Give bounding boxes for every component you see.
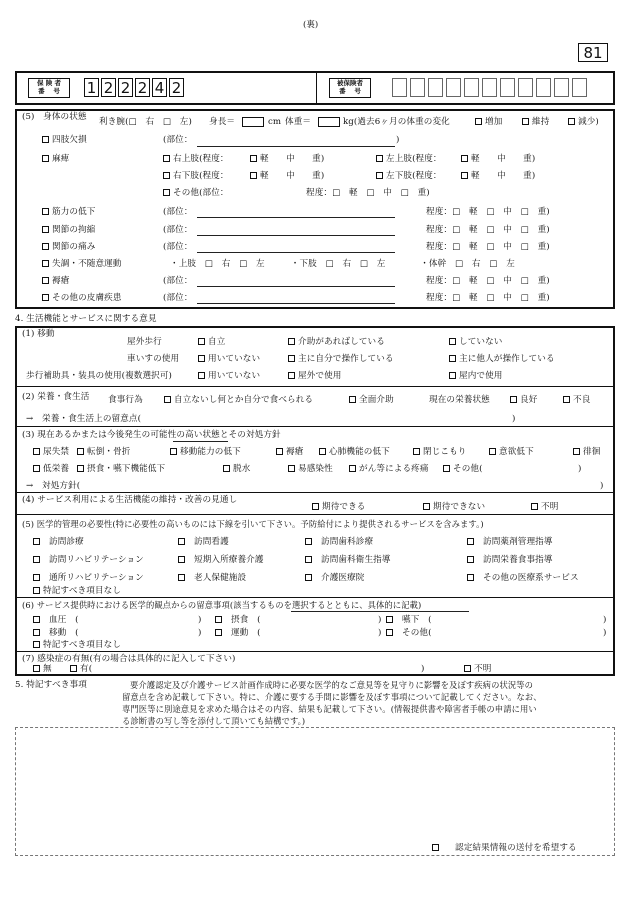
- checkbox-icon[interactable]: [33, 629, 40, 636]
- insured-digit-box[interactable]: [446, 78, 461, 97]
- checkbox-icon[interactable]: [467, 538, 474, 545]
- insured-digit-box[interactable]: [482, 78, 497, 97]
- divider: [15, 514, 615, 515]
- medical-service-option[interactable]: 老人保健施設: [178, 574, 246, 583]
- infection-unknown[interactable]: 不明: [464, 665, 491, 674]
- insured-digit-box[interactable]: [518, 78, 533, 97]
- checkbox-icon[interactable]: [178, 574, 185, 581]
- checkbox-icon[interactable]: [449, 338, 456, 345]
- checkbox-icon[interactable]: [42, 208, 49, 215]
- risk-option[interactable]: がん等による疼痛: [349, 465, 429, 474]
- special-notes-title: 5. 特記すべき事項: [15, 680, 87, 690]
- muscle-weakness-underline[interactable]: [197, 217, 395, 218]
- checkbox-icon[interactable]: [33, 574, 40, 581]
- checkbox-icon[interactable]: [510, 396, 517, 403]
- checkbox-icon[interactable]: [432, 844, 439, 851]
- risk-option[interactable]: 摂食・嚥下機能低下: [77, 465, 165, 474]
- medical-service-option[interactable]: 訪問栄養食事指導: [467, 556, 553, 565]
- checkbox-icon[interactable]: [467, 574, 474, 581]
- eating-opt1[interactable]: 自立ないし何とか自分で食べられる: [164, 396, 313, 405]
- checkbox-icon[interactable]: [33, 665, 40, 672]
- medical-service-option[interactable]: 訪問歯科衛生指導: [305, 556, 391, 565]
- risk-title-underline: [173, 441, 228, 442]
- nutrition-poor[interactable]: 不良: [563, 396, 590, 405]
- infection-none[interactable]: 無: [33, 665, 52, 674]
- risk-option[interactable]: 転倒・骨折: [77, 448, 130, 457]
- limb-loss-close: ): [396, 135, 400, 145]
- special-notes-text-3: 専門医等に別途意見を求めた場合はその内容、結果も記載して下さい。(情報提供書や障害者手帳の申請に用い: [122, 704, 537, 714]
- ataxia-options[interactable]: ・上肢 □ 右 □ 左 ・下肢 □ 右 □ 左 ・体幹 □ 右 □ 左: [170, 259, 515, 269]
- walking-aid-opt3[interactable]: 屋内で使用: [449, 372, 502, 381]
- nutrition-title: (2) 栄養・食生活: [22, 392, 90, 402]
- paralysis-right-upper-sev[interactable]: 軽 中 重): [250, 155, 324, 164]
- pressure-ulcer-row[interactable]: 褥瘡: [42, 277, 69, 286]
- checkbox-icon[interactable]: [33, 465, 40, 472]
- nutrition-status-label: 現在の栄養状態: [429, 395, 490, 405]
- joint-contracture-site: (部位：: [163, 225, 193, 235]
- limb-loss-site: (部位：: [163, 135, 193, 145]
- pressure-ulcer-underline[interactable]: [197, 286, 395, 287]
- checkbox-icon[interactable]: [42, 260, 49, 267]
- joint-pain-sev[interactable]: 程度：□ 軽 □ 中 □ 重): [426, 242, 550, 252]
- checkbox-icon[interactable]: [276, 448, 283, 455]
- nutrition-note-close: ): [512, 414, 516, 424]
- checkbox-icon[interactable]: [423, 503, 430, 510]
- muscle-weakness-sev[interactable]: 程度：□ 軽 □ 中 □ 重): [426, 207, 550, 217]
- risk-option[interactable]: 低栄養: [33, 465, 69, 474]
- special-notes-text-1: 要介護認定及び介護サービス計画作成時に必要な医学的なご意見等を見守りに影響を及ぼす疾病の状況等の: [130, 680, 534, 690]
- pressure-ulcer-sev[interactable]: 程度：□ 軽 □ 中 □ 重): [426, 276, 550, 286]
- insured-number-label: 被保険者 番 号: [329, 78, 371, 98]
- paren-close: ): [603, 628, 607, 638]
- service-caution-option[interactable]: 運動 (: [215, 629, 261, 638]
- medical-special-none[interactable]: 特記すべき項目なし: [33, 587, 121, 596]
- insured-digit-box[interactable]: [464, 78, 479, 97]
- insurer-digit[interactable]: 2: [118, 78, 133, 97]
- insured-digit-box[interactable]: [536, 78, 551, 97]
- risk-note[interactable]: → 対処方針(: [26, 481, 81, 491]
- risk-option[interactable]: 徘徊: [573, 448, 600, 457]
- outlook-opt2[interactable]: 期待できない: [423, 503, 485, 512]
- eating-opt2[interactable]: 全面介助: [349, 396, 394, 405]
- checkbox-icon[interactable]: [77, 448, 84, 455]
- divider: [15, 492, 615, 493]
- nutrition-note[interactable]: → 栄養・食生活上の留意点(: [26, 414, 142, 424]
- checkbox-icon[interactable]: [349, 465, 356, 472]
- walking-aid-opt2[interactable]: 屋外で使用: [288, 372, 341, 381]
- section4-title: 4. 生活機能とサービスに関する意見: [15, 314, 157, 324]
- checkbox-icon[interactable]: [531, 503, 538, 510]
- paralysis-left-lower-sev[interactable]: 軽 中 重): [461, 172, 535, 181]
- divider: [15, 651, 615, 652]
- risk-option[interactable]: 脱水: [223, 465, 250, 474]
- checkbox-icon[interactable]: [178, 556, 185, 563]
- medical-service-option[interactable]: 訪問薬剤管理指導: [467, 538, 553, 547]
- infection-yes-close: ): [421, 664, 425, 674]
- checkbox-icon[interactable]: [573, 448, 580, 455]
- checkbox-icon[interactable]: [305, 556, 312, 563]
- checkbox-icon[interactable]: [376, 155, 383, 162]
- checkbox-icon[interactable]: [386, 616, 393, 623]
- checkbox-icon[interactable]: [33, 616, 40, 623]
- checkbox-icon[interactable]: [288, 338, 295, 345]
- paren-close: ): [198, 628, 202, 638]
- checkbox-icon[interactable]: [42, 155, 49, 162]
- checkbox-icon[interactable]: [198, 355, 205, 362]
- service-caution-option[interactable]: 血圧 (: [33, 616, 79, 625]
- infection-title: (7) 感染症の有無(有の場合は具体的に記入して下さい): [22, 654, 236, 664]
- checkbox-icon[interactable]: [449, 355, 456, 362]
- medical-service-option[interactable]: 訪問リハビリテーション: [33, 556, 144, 565]
- divider: [15, 386, 615, 387]
- wheelchair-opt2[interactable]: 主に自分で操作している: [288, 355, 394, 364]
- service-caution-option[interactable]: 移動 (: [33, 629, 79, 638]
- wheelchair-opt3[interactable]: 主に他人が操作している: [449, 355, 555, 364]
- medical-service-option[interactable]: 訪問看護: [178, 538, 229, 547]
- other-skin-sev[interactable]: 程度：□ 軽 □ 中 □ 重): [426, 293, 550, 303]
- risk-other-close: ): [578, 464, 582, 474]
- insurer-digit[interactable]: 2: [169, 78, 184, 97]
- special-notes-text-4: る診断書の写し等を添付して頂いても結構です。): [122, 716, 306, 726]
- medical-service-option[interactable]: 通所リハビリテーション: [33, 574, 144, 583]
- header-divider: [316, 71, 317, 105]
- height-label: 身長＝: [209, 117, 236, 127]
- muscle-weakness-row[interactable]: 筋力の低下: [42, 208, 95, 217]
- risk-option[interactable]: 易感染性: [288, 465, 333, 474]
- medical-service-option[interactable]: 訪問歯科診療: [305, 538, 373, 547]
- checkbox-icon[interactable]: [475, 118, 482, 125]
- pressure-ulcer-site: (部位：: [163, 276, 193, 286]
- checkbox-icon[interactable]: [319, 448, 326, 455]
- insurer-digit[interactable]: 2: [135, 78, 150, 97]
- risk-option[interactable]: 意欲低下: [489, 448, 534, 457]
- checkbox-icon[interactable]: [42, 294, 49, 301]
- checkbox-icon[interactable]: [449, 372, 456, 379]
- insured-digit-box[interactable]: [428, 78, 443, 97]
- checkbox-icon[interactable]: [489, 448, 496, 455]
- service-caution-option[interactable]: 摂食 (: [215, 616, 261, 625]
- checkbox-icon[interactable]: [198, 372, 205, 379]
- insured-digit-box[interactable]: [554, 78, 569, 97]
- checkbox-icon[interactable]: [288, 355, 295, 362]
- paren-close: ): [198, 615, 202, 625]
- checkbox-icon[interactable]: [349, 396, 356, 403]
- other-skin-site: (部位：: [163, 293, 193, 303]
- checkbox-icon[interactable]: [288, 372, 295, 379]
- checkbox-icon[interactable]: [386, 629, 393, 636]
- checkbox-icon[interactable]: [163, 189, 170, 196]
- dominant-arm[interactable]: 利き腕(□ 右 □ 左): [99, 117, 192, 127]
- paralysis-left-lower[interactable]: 左下肢(程度：: [376, 172, 442, 181]
- walking-aid-opt1[interactable]: 用いていない: [198, 372, 260, 381]
- outlook-opt3[interactable]: 不明: [531, 503, 558, 512]
- service-caution-special[interactable]: 特記すべき項目なし: [33, 641, 121, 650]
- outlook-title: (4) サービス利用による生活機能の維持・改善の見通し: [22, 495, 238, 505]
- weight-change-increase[interactable]: 増加: [475, 118, 502, 127]
- insured-digit-box[interactable]: [410, 78, 425, 97]
- paralysis-other-sev[interactable]: 程度：□ 軽 □ 中 □ 重): [306, 188, 430, 198]
- risk-option[interactable]: 閉じこもり: [413, 448, 466, 457]
- muscle-weakness-site: (部位：: [163, 207, 193, 217]
- joint-contracture-row[interactable]: 関節の拘縮: [42, 226, 95, 235]
- outdoor-walk-opt2[interactable]: 介助があればしている: [288, 338, 385, 347]
- checkbox-icon[interactable]: [33, 556, 40, 563]
- paralysis-left-upper[interactable]: 左上肢(程度：: [376, 155, 442, 164]
- weight-label: 体重＝: [285, 117, 312, 127]
- paralysis-row[interactable]: 麻痺: [42, 155, 69, 164]
- checkbox-icon[interactable]: [77, 465, 84, 472]
- outlook-opt1[interactable]: 期待できる: [312, 503, 365, 512]
- service-caution-underline: [291, 611, 469, 612]
- checkbox-icon[interactable]: [33, 448, 40, 455]
- weight-input-box[interactable]: [318, 117, 340, 127]
- joint-pain-site: (部位：: [163, 242, 193, 252]
- service-caution-title: (6) サービス提供時における医学的観点からの留意事項(該当するものを選択するとともに、具体的に記載): [22, 600, 422, 610]
- checkbox-icon[interactable]: [33, 641, 40, 648]
- divider: [15, 597, 615, 598]
- checkbox-icon[interactable]: [42, 243, 49, 250]
- other-skin-underline[interactable]: [197, 303, 395, 304]
- special-notes-text-2: 留意点を含め記載して下さい。特に、介護に要する手間に影響を及ぼす事項について記載してください。なお、: [122, 692, 542, 702]
- insurer-digit[interactable]: 4: [152, 78, 167, 97]
- service-caution-option[interactable]: その他(: [386, 629, 432, 638]
- checkbox-icon[interactable]: [413, 448, 420, 455]
- risk-option[interactable]: 心肺機能の低下: [319, 448, 390, 457]
- joint-contracture-underline[interactable]: [197, 235, 395, 236]
- checkbox-icon[interactable]: [33, 587, 40, 594]
- checkbox-icon[interactable]: [461, 172, 468, 179]
- checkbox-icon[interactable]: [305, 538, 312, 545]
- checkbox-icon[interactable]: [467, 556, 474, 563]
- checkbox-icon[interactable]: [223, 465, 230, 472]
- nutrition-good[interactable]: 良好: [510, 396, 537, 405]
- divider: [15, 426, 615, 427]
- insured-digit-box[interactable]: [572, 78, 587, 97]
- checkbox-icon[interactable]: [376, 172, 383, 179]
- eating-label: 食事行為: [108, 395, 143, 405]
- weight-change-decrease[interactable]: 減少): [568, 118, 599, 127]
- paren-close: ): [378, 615, 382, 625]
- checkbox-icon[interactable]: [178, 538, 185, 545]
- page-side-label: (裏): [303, 20, 319, 30]
- insurer-digit[interactable]: 2: [101, 78, 116, 97]
- paralysis-other[interactable]: その他(部位：: [163, 189, 229, 198]
- paralysis-right-upper[interactable]: 右上肢(程度：: [163, 155, 229, 164]
- checkbox-icon[interactable]: [70, 665, 77, 672]
- risk-option[interactable]: 移動能力の低下: [170, 448, 241, 457]
- risk-note-close: ): [600, 481, 604, 491]
- insured-digit-box[interactable]: [392, 78, 407, 97]
- checkbox-icon[interactable]: [522, 118, 529, 125]
- paralysis-right-lower[interactable]: 右下肢(程度：: [163, 172, 229, 181]
- checkbox-icon[interactable]: [443, 465, 450, 472]
- insurer-number-label: 保 険 者 番 号: [28, 78, 70, 98]
- height-unit: cm: [268, 117, 282, 127]
- limb-loss-underline[interactable]: [197, 146, 395, 147]
- joint-pain-underline[interactable]: [197, 252, 395, 253]
- walking-aid-label: 歩行補助具・装具の使用(複数選択可): [26, 371, 173, 381]
- medical-service-option[interactable]: その他の医療系サービス: [467, 574, 579, 583]
- checkbox-icon[interactable]: [461, 155, 468, 162]
- checkbox-icon[interactable]: [170, 448, 177, 455]
- limb-loss-row[interactable]: 四肢欠損: [42, 136, 87, 145]
- medical-management-title: (5) 医学的管理の必要性(特に必要性の高いものには下線を引いて下さい。予防給付により提供されるサービスを含みます。): [22, 519, 484, 529]
- checkbox-icon[interactable]: [42, 136, 49, 143]
- insured-digit-box[interactable]: [500, 78, 515, 97]
- paralysis-right-lower-sev[interactable]: 軽 中 重): [250, 172, 324, 181]
- risk-option[interactable]: 褥瘡: [276, 448, 303, 457]
- outdoor-walk-opt1[interactable]: 自立: [198, 338, 225, 347]
- checkbox-icon[interactable]: [215, 616, 222, 623]
- joint-contracture-sev[interactable]: 程度：□ 軽 □ 中 □ 重): [426, 225, 550, 235]
- checkbox-icon[interactable]: [250, 172, 257, 179]
- medical-service-option[interactable]: 訪問診療: [33, 538, 84, 547]
- wheelchair-label: 車いすの使用: [127, 354, 180, 364]
- page-number-box: 81: [578, 43, 608, 62]
- checkbox-icon[interactable]: [33, 538, 40, 545]
- send-result-checkbox[interactable]: 認定結果情報の送付を希望する: [432, 844, 577, 853]
- checkbox-icon[interactable]: [563, 396, 570, 403]
- ataxia-row[interactable]: 失調・不随意運動: [42, 260, 122, 269]
- weight-change-maintain[interactable]: 維持: [522, 118, 549, 127]
- checkbox-icon[interactable]: [464, 665, 471, 672]
- insurer-digit[interactable]: 1: [84, 78, 99, 97]
- service-caution-option[interactable]: 嚥下 (: [386, 616, 432, 625]
- outdoor-walk-label: 屋外歩行: [127, 337, 162, 347]
- paren-close: ): [378, 628, 382, 638]
- medical-service-option[interactable]: 介護医療院: [305, 574, 364, 583]
- risk-option[interactable]: その他(: [443, 465, 483, 474]
- checkbox-icon[interactable]: [163, 155, 170, 162]
- weight-unit: kg(過去6ヶ月の体重の変化: [343, 117, 450, 127]
- checkbox-icon[interactable]: [215, 629, 222, 636]
- joint-pain-row[interactable]: 関節の痛み: [42, 243, 95, 252]
- checkbox-icon[interactable]: [312, 503, 319, 510]
- infection-yes[interactable]: 有(: [70, 665, 92, 674]
- outdoor-walk-opt3[interactable]: していない: [449, 338, 502, 347]
- checkbox-icon[interactable]: [42, 226, 49, 233]
- paren-close: ): [603, 615, 607, 625]
- checkbox-icon[interactable]: [164, 396, 171, 403]
- paralysis-left-upper-sev[interactable]: 軽 中 重): [461, 155, 535, 164]
- other-skin-row[interactable]: その他の皮膚疾患: [42, 294, 122, 303]
- risk-title: (3) 現在あるかまたは今後発生の可能性の高い状態とその対処方針: [22, 430, 281, 440]
- checkbox-icon[interactable]: [250, 155, 257, 162]
- wheelchair-opt1[interactable]: 用いていない: [198, 355, 260, 364]
- checkbox-icon[interactable]: [163, 172, 170, 179]
- risk-option[interactable]: 尿失禁: [33, 448, 69, 457]
- medical-service-option[interactable]: 短期入所療養介護: [178, 556, 264, 565]
- mobility-title: (1) 移動: [22, 329, 55, 339]
- checkbox-icon[interactable]: [42, 277, 49, 284]
- height-input-box[interactable]: [242, 117, 264, 127]
- checkbox-icon[interactable]: [568, 118, 575, 125]
- special-notes-area[interactable]: [15, 727, 615, 856]
- checkbox-icon[interactable]: [288, 465, 295, 472]
- checkbox-icon[interactable]: [305, 574, 312, 581]
- checkbox-icon[interactable]: [198, 338, 205, 345]
- body-state-title: (5) 身体の状態: [22, 112, 87, 122]
